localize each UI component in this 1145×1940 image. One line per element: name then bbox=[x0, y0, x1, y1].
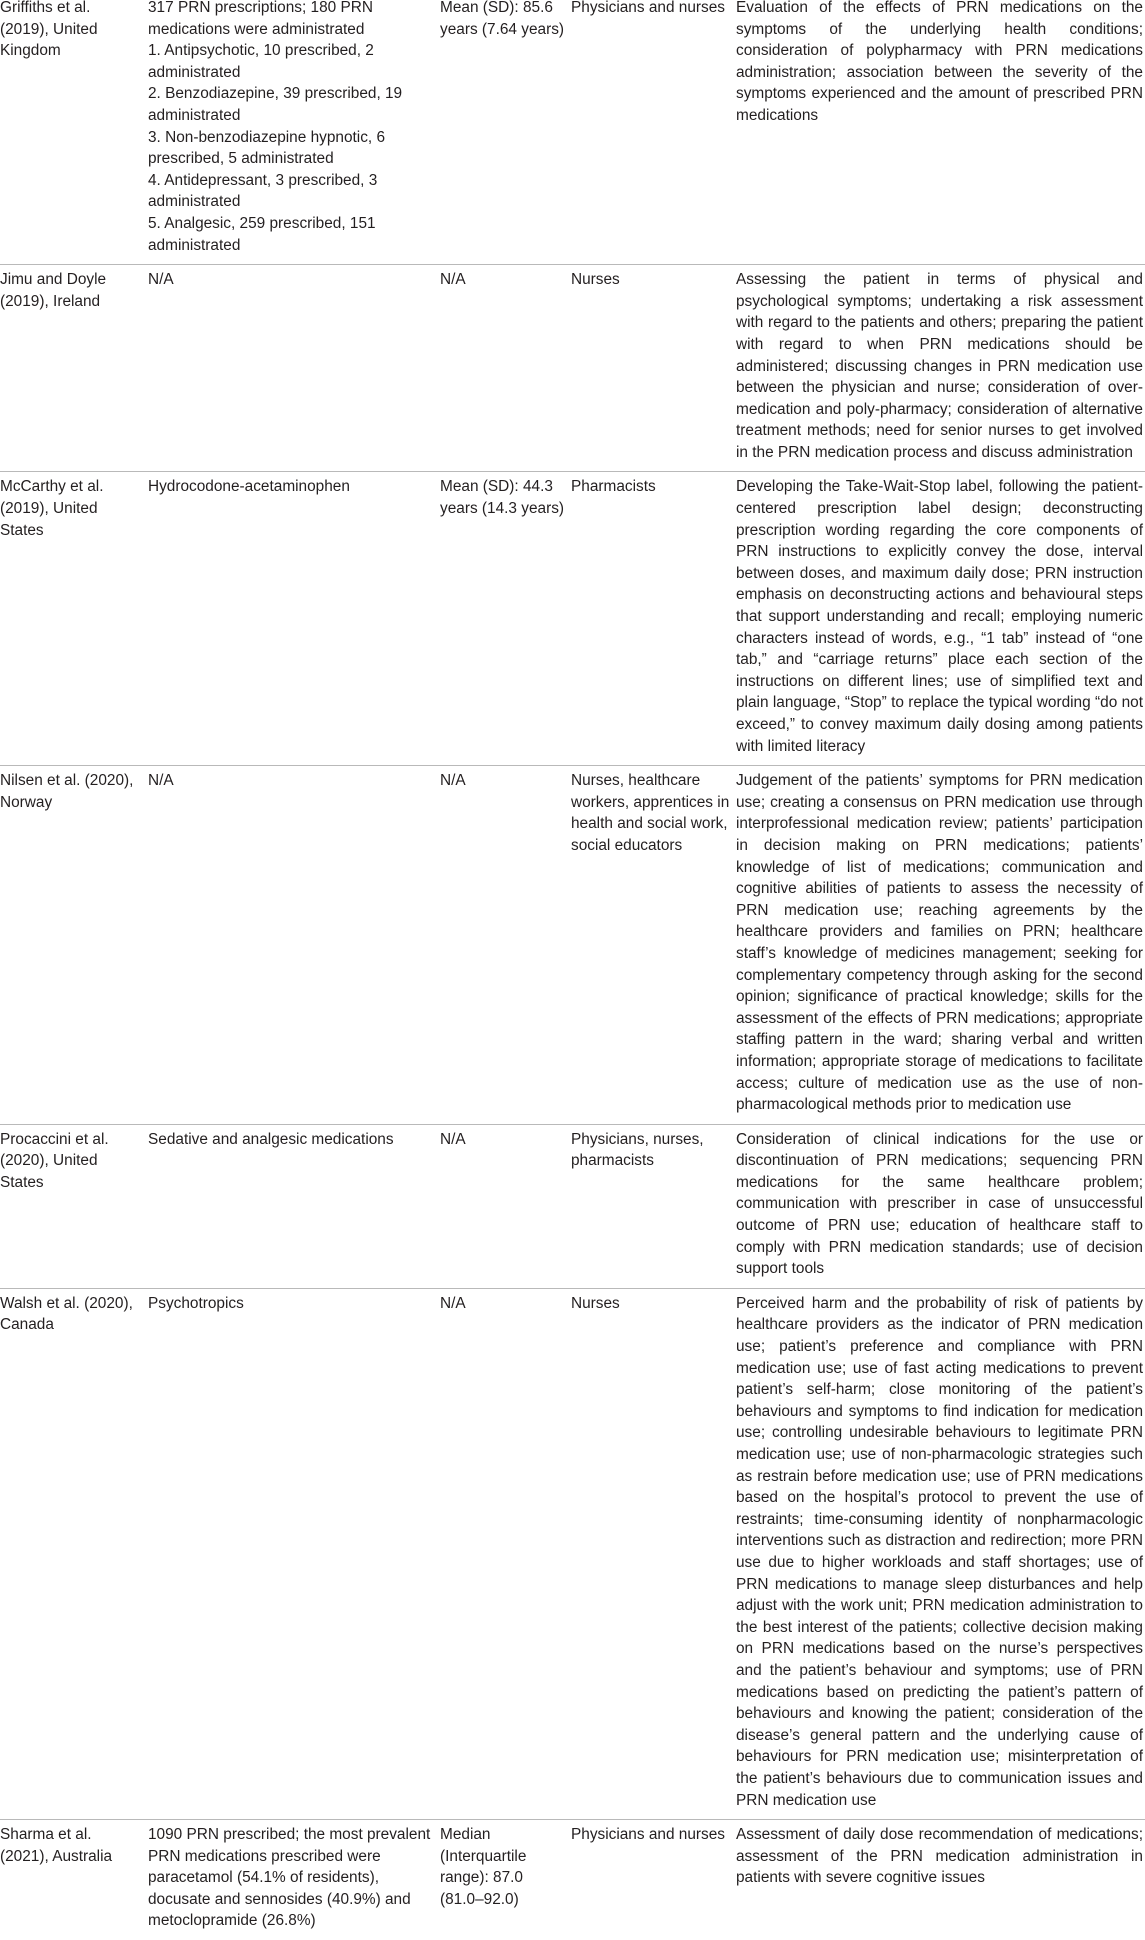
age-cell: N/A bbox=[440, 1294, 466, 1312]
table-row bbox=[0, 265, 1145, 472]
medication-line: Psychotropics bbox=[148, 1294, 244, 1312]
medications-cell bbox=[148, 1820, 440, 1940]
medications-cell bbox=[148, 1124, 440, 1288]
medication-line: 4. Antidepressant, 3 prescribed, 3 administrated bbox=[148, 171, 378, 211]
participants-cell: Pharmacists bbox=[571, 478, 656, 496]
participants-cell: Physicians, nurses, pharmacists bbox=[571, 1130, 704, 1170]
study-cell: Nilsen et al. (2020), Norway bbox=[0, 772, 134, 811]
age-cell: N/A bbox=[440, 1130, 466, 1148]
table-row bbox=[0, 472, 1145, 766]
table-row bbox=[0, 1288, 1145, 1819]
findings-cell: Perceived harm and the probability of risk of patients by healthcare providers as the indicator of PRN medication use; patient’s preference and compliance with PRN medication use; use of fast acting medications to prevent patient’s self-harm; close monitoring of the patient’s behaviours and symptoms to find indication for medication use; controlling undesirable behaviours to legitimate PRN medication use; use of non-pharmacologic strategies such as restrain before medication use; use of PRN medications based on the hospital’s protocol to prevent the use of restraints; time-consuming identity of nonpharmacologic interventions such as distraction and redirection; more PRN use due to higher workloads and staff shortages; use of PRN medications to manage sleep disturbances and help adjust with the work unit; PRN medication administration to the best interest of the patients; collective decision making on PRN medications based on the nurse’s perspectives and the patient’s behaviour and symptoms; use of PRN medications based on predicting the patient’s pattern of behaviours and knowing the patient; consideration of the disease’s general pattern and the underlying cause of behaviours for PRN medication use; misinterpretation of the patient’s behaviours due to communication issues and PRN medication use bbox=[736, 1294, 1143, 1809]
medications-cell bbox=[148, 1288, 440, 1819]
medications-cell bbox=[148, 766, 440, 1125]
medication-line: 5. Analgesic, 259 prescribed, 151 administrated bbox=[148, 214, 376, 254]
study-cell: Procaccini et al. (2020), United States bbox=[0, 1130, 109, 1191]
participants-cell: Nurses, healthcare workers, apprentices in health and social work, social educators bbox=[571, 772, 730, 854]
table-row bbox=[0, 0, 1145, 265]
table-row bbox=[0, 1124, 1145, 1288]
medication-line: 2. Benzodiazepine, 39 prescribed, 19 administrated bbox=[148, 85, 403, 124]
findings-cell: Assessment of daily dose recommendation of medications; assessment of the PRN medication administration in patients with severe cognitive issues bbox=[736, 1826, 1143, 1887]
medication-line: 317 PRN prescriptions; 180 PRN medications were administrated bbox=[148, 0, 373, 38]
participants-cell: Nurses bbox=[571, 271, 620, 289]
medications-cell bbox=[148, 265, 440, 472]
medications-cell bbox=[148, 472, 440, 766]
findings-cell: Evaluation of the effects of PRN medications on the symptoms of the underlying health conditions; consideration of polypharmacy with PRN medications administration; association between the severity of the symptoms experienced and the amount of prescribed PRN medications bbox=[736, 0, 1143, 124]
age-cell: Median (Interquartile range): 87.0 (81.0–92.0) bbox=[440, 1826, 527, 1908]
findings-cell: Judgement of the patients’ symptoms for PRN medication use; creating a consensus on PRN medication use through interprofessional medication review; patients’ participation in decision making on PRN medications; patients’ knowledge of list of medications; communication and cognitive abilities of patients to assess the necessity of PRN medication use; reaching agreements by the healthcare providers and families on PRN; healthcare staff’s knowledge of medicines management; seeking for complementary competency through asking for the second opinion; significance of practical knowledge; skills for the assessment of the effects of PRN medications; appropriate staffing pattern in the ward; sharing verbal and written information; appropriate storage of medications to facilitate access; culture of medication use as the use of non-pharmacological methods prior to medication use bbox=[736, 772, 1143, 1114]
medication-line: Hydrocodone-acetaminophen bbox=[148, 478, 350, 496]
findings-cell: Developing the Take-Wait-Stop label, following the patient-centered prescription label design; deconstructing prescription wording regarding the core components of PRN instructions to explicitly convey the dose, interval between doses, and maximum daily dose; PRN instruction emphasis on deconstructing actions and behavioural steps that support understanding and recall; employing numeric characters instead of words, e.g., “1 tab” instead of “one tab,” and “carriage returns” place each section of the instructions on different lines; use of simplified text and plain language, “Stop” to replace the typical wording “do not exceed,” to convey maximum daily dosing among patients with limited literacy bbox=[736, 478, 1143, 755]
study-cell: Sharma et al. (2021), Australia bbox=[0, 1826, 113, 1865]
findings-cell: Assessing the patient in terms of physical and psychological symptoms; undertaking a risk assessment with regard to the patients and others; preparing the patient with regard to when PRN medications should be administered; discussing changes in PRN medication use between the physician and nurse; consideration of over-medication and poly-pharmacy; consideration of alternative treatment methods; need for senior nurses to get involved in the PRN medication process and discuss administration bbox=[736, 271, 1143, 461]
age-cell: Mean (SD): 44.3 years (14.3 years) bbox=[440, 478, 565, 518]
findings-cell: Consideration of clinical indications for the use or discontinuation of PRN medications; sequencing PRN medications for the same healthcare problem; communication with prescriber in case of unsuccessful outcome of PRN use; education of healthcare staff to comply with PRN medication standards; use of decision support tools bbox=[736, 1130, 1143, 1278]
study-cell: Jimu and Doyle (2019), Ireland bbox=[0, 271, 107, 310]
age-cell: N/A bbox=[440, 772, 466, 790]
participants-cell: Physicians and nurses bbox=[571, 1826, 725, 1844]
age-cell: N/A bbox=[440, 271, 466, 289]
medication-line: N/A bbox=[148, 271, 174, 289]
medication-line: 1. Antipsychotic, 10 prescribed, 2 administrated bbox=[148, 42, 374, 81]
participants-cell: Physicians and nurses bbox=[571, 0, 725, 16]
study-cell: Griffiths et al. (2019), United Kingdom bbox=[0, 0, 98, 60]
medication-line: 1090 PRN prescribed; the most prevalent PRN medications prescribed were paracetamol (54.1% of residents), docusate and sennosides (40.9%) and metoclopramide (26.8%) bbox=[148, 1826, 431, 1930]
medications-cell bbox=[148, 0, 440, 265]
medication-line: N/A bbox=[148, 772, 174, 790]
medication-line: Sedative and analgesic medications bbox=[148, 1130, 394, 1148]
age-cell: Mean (SD): 85.6 years (7.64 years) bbox=[440, 0, 565, 38]
table-row bbox=[0, 1820, 1145, 1940]
participants-cell: Nurses bbox=[571, 1294, 620, 1312]
table-row bbox=[0, 766, 1145, 1125]
study-cell: Walsh et al. (2020), Canada bbox=[0, 1294, 133, 1334]
medication-line: 3. Non-benzodiazepine hypnotic, 6 prescribed, 5 administrated bbox=[148, 128, 386, 168]
study-cell: McCarthy et al. (2019), United States bbox=[0, 478, 104, 539]
